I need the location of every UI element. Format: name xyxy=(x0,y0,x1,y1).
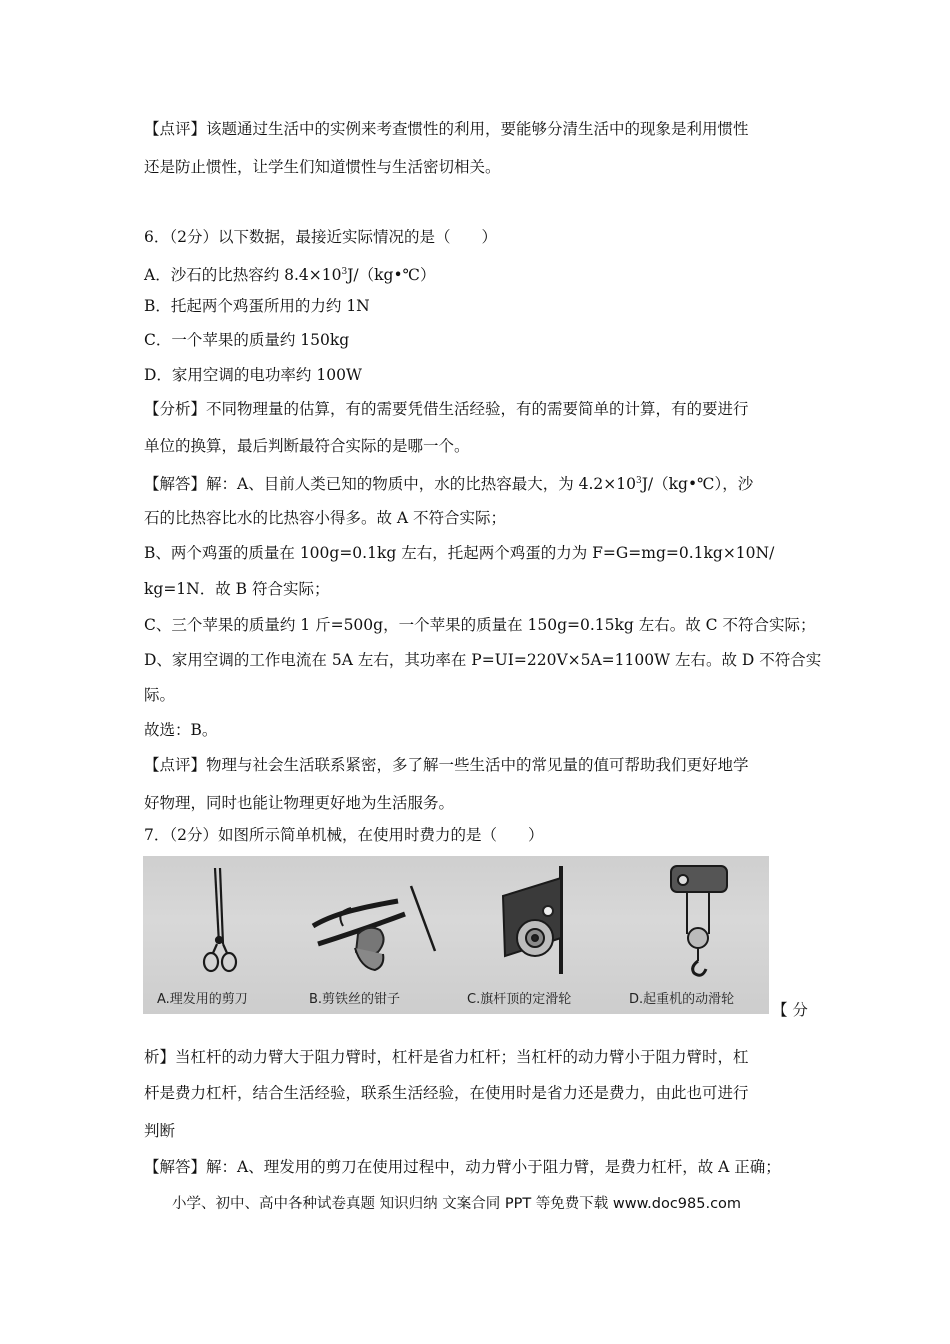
caption-d: D.起重机的动滑轮 xyxy=(629,992,735,1007)
page-footer: 小学、初中、高中各种试卷真题 知识归纳 文案合同 PPT 等免费下载 www.doc985.com xyxy=(172,1196,742,1212)
caption-c: C.旗杆顶的定滑轮 xyxy=(467,992,572,1007)
q6-answer-line-5: C、三个苹果的质量约 1 斤=500g，一个苹果的质量在 150g=0.15kg 左右。故 C 不符合实际； xyxy=(144,616,816,634)
q6-analysis-line-2: 单位的换算，最后判断最符合实际的是哪一个。 xyxy=(144,437,470,455)
q7-answer-line-1: 【解答】解：A、理发用的剪刀在使用过程中，动力臂小于阻力臂，是费力杠杆，故 A 正确； xyxy=(144,1158,781,1176)
flag-pulley-icon xyxy=(503,866,561,974)
review-line-1: 【点评】该题通过生活中的实例来考查惯性的利用，要能够分清生活中的现象是利用惯性 xyxy=(144,120,749,138)
pliers-icon xyxy=(313,886,435,970)
q6-option-c: C．一个苹果的质量约 150kg xyxy=(144,331,350,349)
q7-analysis-line-2: 杆是费力杠杆，结合生活经验，联系生活经验，在使用时是省力还是费力，由此也可进行 xyxy=(144,1084,749,1102)
q6-answer-line-1 xyxy=(144,471,753,494)
caption-b: B.剪铁丝的钳子 xyxy=(309,992,401,1007)
q7-stem: 7．（2分）如图所示简单机械，在使用时费力的是（ ） xyxy=(144,826,544,844)
scissors-icon xyxy=(204,868,236,971)
q6-analysis-line-1: 【分析】不同物理量的估算，有的需要凭借生活经验，有的需要简单的计算，有的要进行 xyxy=(144,400,749,418)
q7-analysis-inline: 【 分 xyxy=(772,1001,808,1019)
q6-answer-line-1-post: J/（kg•℃），沙 xyxy=(641,475,754,493)
q6-option-a xyxy=(144,262,435,285)
q7-analysis-line-1: 析】当杠杆的动力臂大于阻力臂时，杠杆是省力杠杆；当杠杆的动力臂小于阻力臂时，杠 xyxy=(144,1048,749,1066)
q6-option-b: B．托起两个鸡蛋所用的力约 1N xyxy=(144,297,370,315)
q6-answer-line-7: 际。 xyxy=(144,686,176,704)
review-line-2: 还是防止惯性，让学生们知道惯性与生活密切相关。 xyxy=(144,158,501,176)
q6-answer-line-1-sup: 3 xyxy=(635,476,642,486)
q6-answer-line-4: kg=1N．故 B 符合实际； xyxy=(144,580,330,598)
q6-answer-line-2: 石的比热容比水的比热容小得多。故 A 不符合实际； xyxy=(144,509,507,527)
q6-review-line-2: 好物理，同时也能让物理更好地为生活服务。 xyxy=(144,794,455,812)
q7-analysis-line-3: 判断 xyxy=(144,1122,176,1140)
q6-answer-line-3: B、两个鸡蛋的质量在 100g=0.1kg 左右，托起两个鸡蛋的力为 F=G=mg=0.1kg×10N/ xyxy=(144,544,775,562)
q6-stem: 6．（2分）以下数据，最接近实际情况的是（ ） xyxy=(144,228,497,246)
q6-answer-line-1-pre: 【解答】解：A、目前人类已知的物质中，水的比热容最大，为 4.2×10 xyxy=(144,475,636,493)
caption-a: A.理发用的剪刀 xyxy=(157,992,248,1007)
crane-pulley-icon xyxy=(671,866,727,975)
q6-option-d: D．家用空调的电功率约 100W xyxy=(144,366,362,384)
q6-review-line-1: 【点评】物理与社会生活联系紧密，多了解一些生活中的常见量的值可帮助我们更好地学 xyxy=(144,756,749,774)
q6-option-a-pre: A．沙石的比热容约 8.4×10 xyxy=(144,266,342,284)
q6-choice: 故选：B。 xyxy=(144,721,218,739)
q6-option-a-post: J/（kg•℃） xyxy=(347,266,436,284)
q6-answer-line-6: D、家用空调的工作电流在 5A 左右，其功率在 P=UI=220V×5A=1100W 左右。故 D 不符合实 xyxy=(144,651,822,669)
q6-option-a-sup: 3 xyxy=(341,267,348,277)
simple-machines-figure xyxy=(143,856,769,1014)
